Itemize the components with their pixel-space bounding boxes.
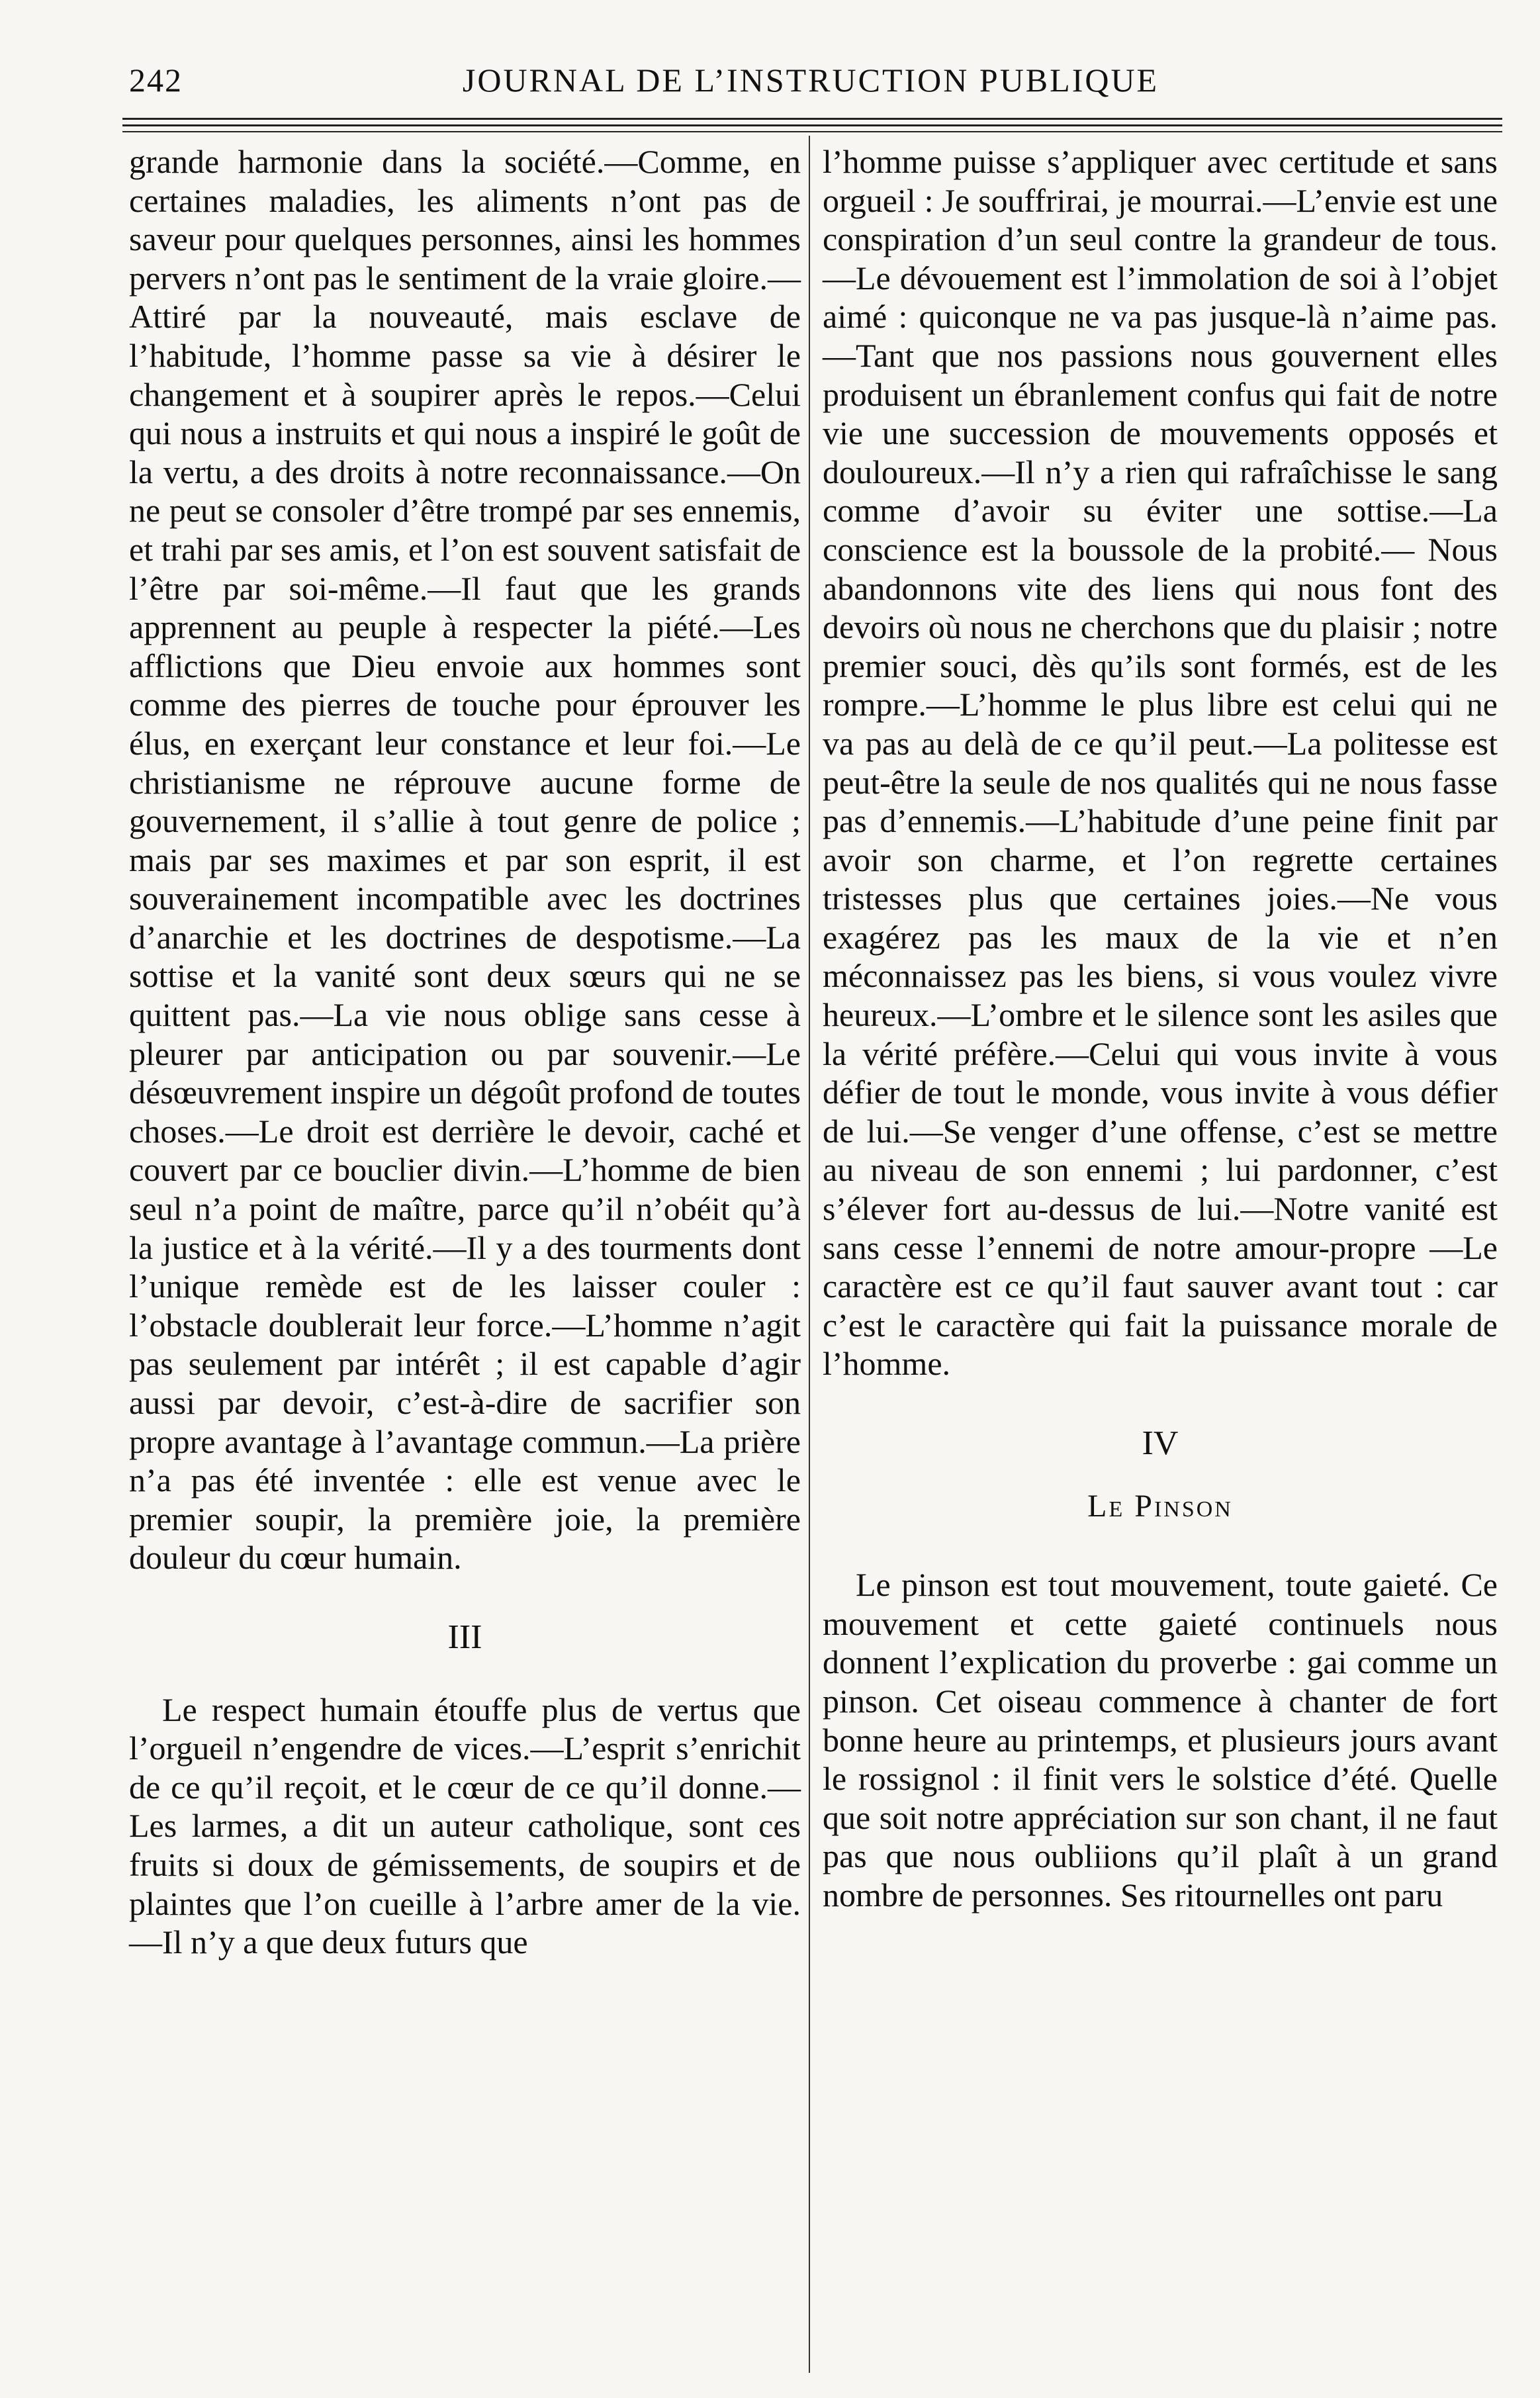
body-paragraph: Le pinson est tout mouvement, toute gaieté. Ce mouvement et cette gaieté continuels nous donnent l’explication du proverbe : gai comme un pinson. Cet oiseau commence à chanter de fort bonne heure au printemps, et plusieurs jours avant le rossignol : il finit vers le solstice d’été. Quelle que soit notre appréciation sur son chant, il ne faut pas que nous oubliions qu’il plaît à un grand nombre de personnes. Ses ritournelles ont paru xyxy=(823,1566,1498,1914)
body-paragraph: l’homme puisse s’appliquer avec certitude et sans orgueil : Je souffrirai, je mourrai.—L’envie est une conspiration d’un seul contre la grandeur de tous.—Le dévouement est l’immolation de soi à l’objet aimé : quiconque ne va pas jusque-là n’aime pas.—Tant que nos passions nous gouvernent elles produisent un ébranlement confus qui fait de notre vie une succession de mouvements opposés et douloureux.—Il n’y a rien qui rafraîchisse le sang comme d’avoir su éviter une sottise.—La conscience est la boussole de la probité.— Nous abandonnons vite des liens qui nous font des devoirs où nous ne cherchons que du plaisir ; notre premier souci, dès qu’ils sont formés, est de les rompre.—L’homme le plus libre est celui qui ne va pas au delà de ce qu’il peut.—La politesse est peut-être la seule de nos qualités qui ne nous fasse pas d’ennemis.—L’habitude d’une peine finit par avoir son charme, et l’on regrette certaines tristesses plus que certaines joies.—Ne vous exagérez pas les maux de la vie et n’en méconnaissez pas les biens, si vous voulez vivre heureux.—L’ombre et le silence sont les asiles que la vérité préfère.—Celui qui vous invite à vous défier de tout le monde, vous invite à vous défier de lui.—Se venger d’une offense, c’est se mettre au niveau de son ennemi ; lui pardonner, c’est s’élever fort au-dessus de lui.—Notre vanité est sans cesse l’ennemi de notre amour-propre —Le caractère est ce qu’il faut sauver avant tout : car c’est le caractère qui fait la puissance morale de l’homme. xyxy=(823,143,1498,1383)
header-rule xyxy=(122,118,1502,120)
section-number: IV xyxy=(1142,1424,1179,1462)
column-divider xyxy=(809,136,810,2373)
left-column xyxy=(129,142,801,1962)
body-paragraph: Le respect humain étouffe plus de vertus que l’orgueil n’engendre de vices.—L’esprit s’enrichit de ce qu’il reçoit, et le cœur de ce qu’il donne.—Les larmes, a dit un auteur catholique, sont ces fruits si doux de gémissements, de soupirs et de plaintes que l’on cueille à l’arbre amer de la vie.—Il n’y a que deux futurs que xyxy=(129,1690,801,1961)
running-header xyxy=(129,61,1492,107)
page-number: 242 xyxy=(129,62,183,99)
section-title: Le Pinson xyxy=(1087,1488,1233,1524)
right-column xyxy=(823,142,1498,1915)
section-number: III xyxy=(447,1618,482,1656)
header-rule xyxy=(122,124,1502,126)
body-paragraph: grande harmonie dans la société.—Comme, en certaines maladies, les aliments n’ont pas de saveur pour quelques personnes, ainsi les hommes pervers n’ont pas le sentiment de la vraie gloire.—Attiré par la nouveauté, mais esclave de l’habitude, l’homme passe sa vie à désirer le changement et à soupirer après le repos.—Celui qui nous a instruits et qui nous a inspiré le goût de la vertu, a des droits à notre reconnaissance.—On ne peut se consoler d’être trompé par ses ennemis, et trahi par ses amis, et l’on est souvent satisfait de l’être par soi-même.—Il faut que les grands apprennent au peuple à respecter la piété.—Les afflictions que Dieu envoie aux hommes sont comme des pierres de touche pour éprouver les élus, en exerçant leur constance et leur foi.—Le christianisme ne réprouve aucune forme de gouvernement, il s’allie à tout genre de police ; mais par ses maximes et par son esprit, il est souverainement incompatible avec les doctrines d’anarchie et les doctrines de despotisme.—La sottise et la vanité sont deux sœurs qui ne se quittent pas.—La vie nous oblige sans cesse à pleurer par anticipation ou par souvenir.—Le désœuvrement inspire un dégoût profond de toutes choses.—Le droit est derrière le devoir, caché et couvert par ce bouclier divin.—L’homme de bien seul n’a point de maître, parce qu’il n’obéit qu’à la justice et à la vérité.—Il y a des tourments dont l’unique remède est de les laisser couler : l’obstacle doublerait leur force.—L’homme n’agit pas seulement par intérêt ; il est capable d’agir aussi par devoir, c’est-à-dire de sacrifier son propre avantage à l’avantage commun.—La prière n’a pas été inventée : elle est venue avec le premier soupir, la première joie, la première douleur du cœur humain. xyxy=(129,143,801,1577)
running-title: JOURNAL DE L’INSTRUCTION PUBLIQUE xyxy=(462,62,1159,99)
header-rule xyxy=(122,131,1502,132)
